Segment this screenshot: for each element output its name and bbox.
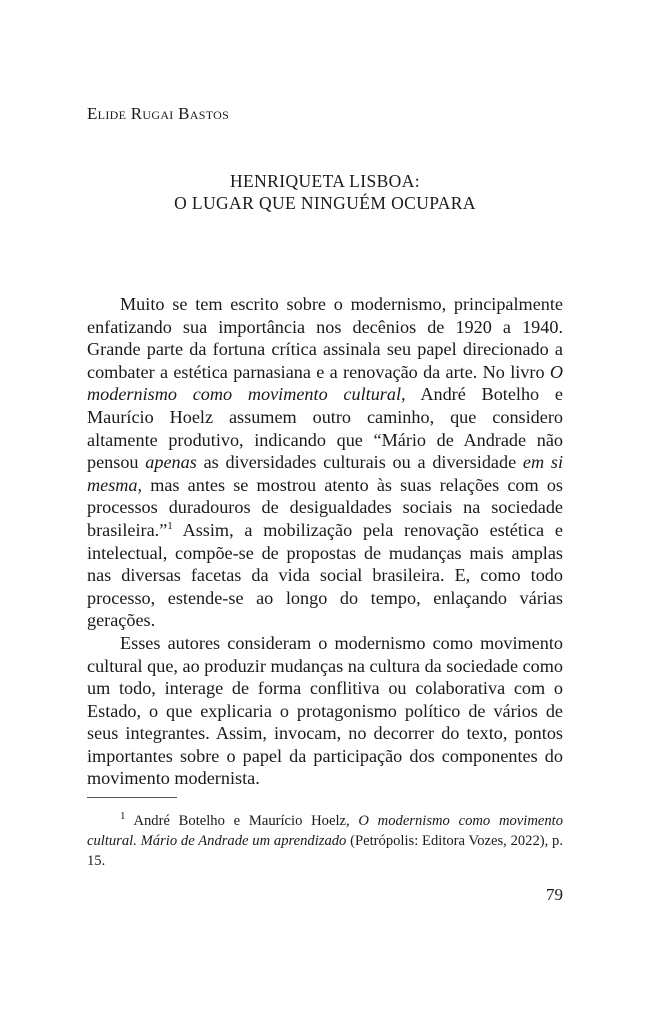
paragraph [87,632,563,790]
text-segment: André Botelho e Maurício Hoelz assumem outro caminho, que considero altamente produtivo, indicando que “Mário de Andrade não pensou [87,384,563,473]
author-name: Elide Rugai Bastos [87,104,230,123]
footnote-reference[interactable]: 1 [167,519,173,532]
footnote-text: André Botelho e Maurício Hoelz, [125,813,359,829]
footnote [87,811,563,871]
footnote-text: (Petrópolis: Editora Vozes, 2022), p. 15. [87,833,563,869]
page-number: 79 [546,885,563,904]
text-segment: Assim, a mobilização pela renovação estética e intelectual, compõe-se de propostas de mudanças mais amplas nas diversas facetas da vida social brasileira. E, como todo processo, estende-se ao longo do tempo, enlaçando várias gerações. [87,519,563,631]
footnote-divider [87,797,177,798]
text-segment: mas antes se mostrou atento às suas relações com os processos duradouros de desigualdades sociais na sociedade brasileira.” [87,474,563,540]
emphasis-italic: apenas [145,452,197,473]
footnote-number: 1 [120,810,126,823]
footnote-book-title: O modernismo como movimento cultural. Mário de Andrade um aprendizado [87,813,563,849]
chapter-title [87,170,563,214]
text-segment: as diversidades culturais ou a diversidade [196,452,523,473]
body-text [87,293,563,790]
paragraph [87,293,563,632]
text-segment: Muito se tem escrito sobre o modernismo, principalmente enfatizando sua importância nos decênios de 1920 a 1940. Grande parte da fortuna crítica assinala seu papel direcionado a combater a estética parnasiana e a renovação da arte. No livro [87,294,563,382]
emphasis-italic: em si mesma, [87,452,564,495]
chapter-title-line-2: O LUGAR QUE NINGUÉM OCUPARA [174,193,476,213]
chapter-title-line-1: HENRIQUETA LISBOA: [229,171,421,191]
book-title-italic: O modernismo como movimento cultural, [87,361,563,405]
text-segment: Esses autores consideram o modernismo como movimento cultural que, ao produzir mudanças na cultura da sociedade como um todo, interage de forma conflitiva ou colaborativa com o Estado, o que explicaria o protagonismo político de vários de seus integrantes. Assim, invocam, no decorrer do texto, pontos importantes sobre o papel da participação dos componentes do movimento modernista. [87,632,563,789]
